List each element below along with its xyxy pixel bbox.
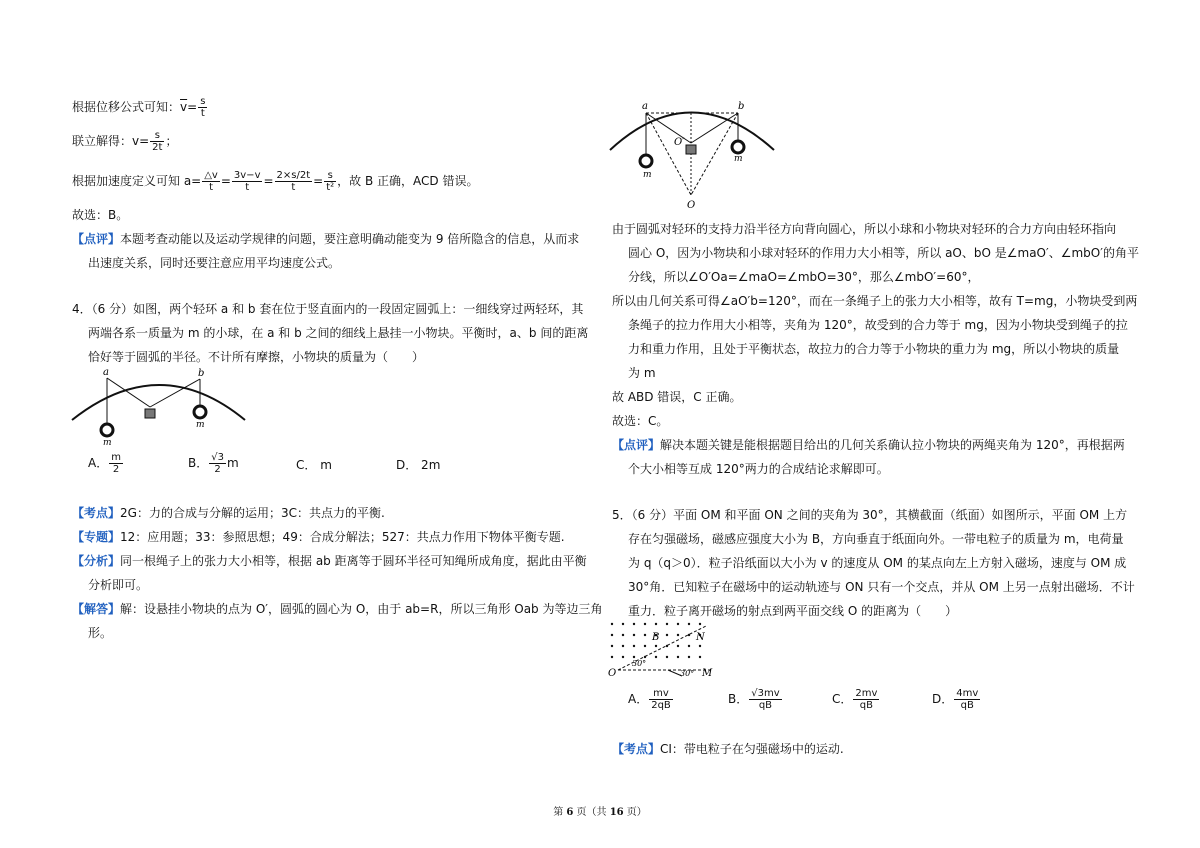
line: 形。 (88, 626, 113, 640)
line: 【点评】本题考查动能以及运动学规律的问题，要注意明确动能变为 9 倍所隐含的信息，从而求 (72, 232, 580, 246)
field-dot (666, 634, 668, 636)
field-dot (699, 623, 701, 625)
field-dot (622, 634, 624, 636)
field-dot (677, 656, 679, 658)
figure-arc-rings (70, 365, 250, 448)
field-dot (677, 645, 679, 647)
comment-tag: 【点评】 (72, 232, 121, 246)
fraction: $\frac{s}{t}$ (200, 96, 206, 119)
line: 30°角．已知粒子在磁场中的运动轨迹与 ON 只有一个交点，并从 OM 上另一点射出磁场．不计 (628, 580, 1135, 594)
field-dot (688, 656, 690, 658)
field-dot (677, 623, 679, 625)
field-dot (611, 634, 613, 636)
line: 分线，所以∠O′Oa=∠maO=∠mbO=30°，那么∠mbO′=60°， (628, 270, 980, 284)
line: 条绳子的拉力作用大小相等，夹角为 120°，故受到的合力等于 mg，因为小物块受到绳子的拉 (628, 318, 1128, 332)
line: 根据加速度定义可知 a= $\frac{\triangle v}{t}$ = $\frac{3v-v}{t}$ = $\frac{2\times s/2t}{t}$ = $\frac{s}{\text{t²}}$ ，故 B 正确，ACD 错误。 (72, 170, 479, 193)
field-dot (611, 623, 613, 625)
svg-text:N: N (696, 632, 705, 643)
figure-magnetic-field (606, 618, 716, 678)
question-4: 4．（6 分）如图，两个轻环 a 和 b 套在位于竖直面内的一段固定圆弧上：一细线穿过两轻环，其 (72, 302, 584, 316)
option-c: C． $\frac{2mv}{qB}$ (832, 688, 878, 711)
line: 两端各系一质量为 m 的小球，在 a 和 b 之间的细线上悬挂一小物块。平衡时，a、b 间的距离 (88, 326, 589, 340)
line: 由于圆弧对轻环的支持力沿半径方向背向圆心，所以小球和小物块对轻环的合力方向由轻环指向 (612, 222, 1117, 236)
svg-text:a: a (103, 367, 109, 378)
line: 【解答】解：设悬挂小物块的点为 O′，圆弧的圆心为 O，由于 ab=R，所以三角形 Oab 为等边三角 (72, 602, 603, 616)
field-dot (633, 656, 635, 658)
svg-text:O: O (687, 200, 696, 211)
field-dot (666, 623, 668, 625)
svg-text:m: m (643, 170, 652, 180)
question-5: 5．（6 分）平面 OM 和平面 ON 之间的夹角为 30°，其横截面（纸面）如图所示，平面 OM 上方 (612, 508, 1128, 522)
option-c: C． m (296, 458, 332, 472)
line: 【点评】解决本题关键是能根据题目给出的几何关系确认拉小物块的两绳夹角为 120°，再根据两 (612, 438, 1125, 452)
field-dot (633, 645, 635, 647)
line: 联立解得：v= $\frac{s}{2t}$ ； (72, 130, 178, 153)
field-dot (688, 645, 690, 647)
field-dot (633, 623, 635, 625)
field-dot (611, 645, 613, 647)
svg-text:30°: 30° (632, 659, 647, 668)
svg-text:O′: O′ (674, 137, 685, 148)
svg-text:m: m (734, 154, 743, 164)
line: 圆心 O，因为小物块和小球对轻环的作用力大小相等，所以 aO、bO 是∠maO′、∠mbO′的角平 (628, 246, 1139, 260)
svg-text:b: b (198, 368, 205, 379)
field-dot (699, 645, 701, 647)
line: 故 ABD 错误，C 正确。 (612, 390, 742, 404)
field-dot (611, 656, 613, 658)
line: 故选：C。 (612, 414, 669, 428)
field-dot (644, 645, 646, 647)
option-b: B． $\frac{√3}{2}$ m (188, 452, 239, 475)
line: 为 q（q＞0）．粒子沿纸面以大小为 v 的速度从 OM 的某点向左上方射入磁场，速度与 OM 成 (628, 556, 1127, 570)
field-dot (644, 623, 646, 625)
line: 力和重力作用，且处于平衡状态，故拉力的合力等于小物块的重力为 mg，所以小物块的质量 (628, 342, 1120, 356)
option-d: D． 2m (396, 458, 441, 472)
fraction: $\frac{2\times s/2t}{t}$ (276, 170, 311, 193)
figure-arc-geometry (606, 95, 781, 210)
fraction: $\frac{3v-v}{t}$ (233, 170, 261, 193)
line: 分析即可。 (88, 578, 149, 592)
option-a: A． $\frac{m}{2}$ (88, 452, 121, 475)
line: 存在匀强磁场，磁感应强度大小为 B，方向垂直于纸面向外。一带电粒子的质量为 m，电荷量 (628, 532, 1124, 546)
svg-text:M: M (702, 668, 713, 679)
svg-text:b: b (738, 101, 745, 112)
fraction: $\frac{\triangle v}{t}$ (204, 170, 218, 193)
svg-text:a: a (642, 101, 648, 112)
v-bar: $\overline{v}$ (180, 100, 188, 114)
field-dot (688, 623, 690, 625)
field-dot (677, 634, 679, 636)
field-dot (633, 634, 635, 636)
line: 恰好等于圆弧的半径。不计所有摩擦，小物块的质量为（ ） (88, 350, 425, 364)
line: 所以由几何关系可得∠aO′b=120°，而在一条绳子上的张力大小相等，故有 T=mg，小物块受到两 (612, 294, 1138, 308)
option-b: B． $\frac{√3mv}{qB}$ (728, 688, 780, 711)
line: 个大小相等互成 120°两力的合成结论求解即可。 (628, 462, 889, 476)
field-dot (622, 645, 624, 647)
svg-text:30°: 30° (680, 669, 695, 678)
field-dot (622, 623, 624, 625)
field-dot (655, 656, 657, 658)
line: 【专题】12：应用题；33：参照思想；49：合成分解法；527：共点力作用下物体平衡专题. (72, 530, 565, 544)
line: 出速度关系，同时还要注意应用平均速度公式。 (88, 256, 341, 270)
field-dot (622, 656, 624, 658)
fraction: $\frac{s}{2t}$ (152, 130, 163, 153)
svg-text:O: O (608, 668, 617, 679)
page-footer: 第 6 页（共 16 页） (553, 807, 647, 818)
line: 为 m (628, 366, 656, 380)
option-d: D． $\frac{4mv}{qB}$ (932, 688, 979, 711)
field-dot (655, 645, 657, 647)
option-a: A． $\frac{mv}{2qB}$ (628, 688, 671, 711)
line: 【考点】2G：力的合成与分解的运用；3C：共点力的平衡. (72, 506, 385, 520)
line: 故选：B。 (72, 208, 129, 222)
field-dot (666, 656, 668, 658)
svg-text:m: m (196, 420, 205, 430)
field-dot (655, 623, 657, 625)
field-dot (699, 656, 701, 658)
line: 根据位移公式可知：$\overline{v}=$ $\frac{s}{t}$ (72, 96, 206, 119)
line: 【分析】同一根绳子上的张力大小相等，根据 ab 距离等于圆环半径可知绳所成角度，据此由平衡 (72, 554, 587, 568)
svg-text:m: m (103, 438, 112, 448)
fraction: $\frac{s}{\text{t²}}$ (326, 170, 335, 193)
line: 重力．粒子离开磁场的射点到两平面交线 O 的距离为（ ） (628, 604, 958, 618)
line: 【考点】CI：带电粒子在匀强磁场中的运动. (612, 742, 844, 756)
field-dot (644, 634, 646, 636)
svg-text:B: B (652, 632, 660, 643)
